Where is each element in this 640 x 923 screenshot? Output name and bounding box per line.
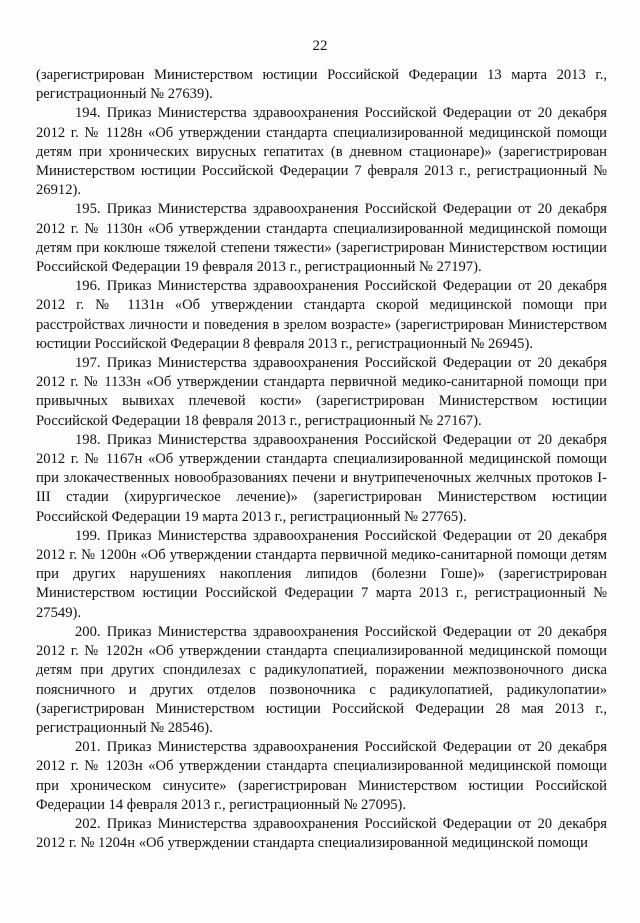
paragraph-item-200: 200. Приказ Министерства здравоохранения Российской Федерации от 20 декабря 2012 г. № 1202н «Об утверждении стандарта специализированной медицинской помощи детям при других спондилезах с радикулопатией, поражении межпозвоночного диска поясничного и других отделов позвоночника с радикулопатией, радикулопатии» (зарегистрирован Министерством юстиции Российской Федерации 28 мая 2013 г., регистрационный № 28546). — [36, 623, 607, 736]
paragraph-item-199: 199. Приказ Министерства здравоохранения Российской Федерации от 20 декабря 2012 г. № 1200н «Об утверждении стандарта первичной медико-санитарной помощи детям при других нарушениях накопления липидов (болезни Гоше)» (зарегистрирован Министерством юстиции Российской Федерации 7 марта 2013 г., регистрационный № 27549). — [36, 527, 607, 621]
paragraph-item-194: 194. Приказ Министерства здравоохранения Российской Федерации от 20 декабря 2012 г. № 1128н «Об утверждении стандарта специализированной медицинской помощи детям при хронических вирусных гепатитах (в дневном стационаре)» (зарегистрирован Министерством юстиции Российской Федерации 7 февраля 2013 г., регистрационный № 26912). — [36, 105, 607, 199]
paragraph-item-201: 201. Приказ Министерства здравоохранения Российской Федерации от 20 декабря 2012 г. № 1203н «Об утверждении стандарта специализированной медицинской помощи при хроническом синусите» (зарегистрирован Министерством юстиции Российской Федерации 14 февраля 2013 г., регистрационный № 27095). — [36, 739, 607, 813]
paragraph-item-197: 197. Приказ Министерства здравоохранения Российской Федерации от 20 декабря 2012 г. № 1133н «Об утверждении стандарта первичной медико-санитарной помощи при привычных вывихах плечевой кости» (зарегистрирован Министерством юстиции Российской Федерации 18 февраля 2013 г., регистрационный № 27167). — [36, 355, 607, 429]
paragraph-item-198: 198. Приказ Министерства здравоохранения Российской Федерации от 20 декабря 2012 г. № 1167н «Об утверждении стандарта специализированной медицинской помощи при злокачественных новообразованиях печени и внутрипеченочных желчных протоков I-III стадии (хирургическое лечение)» (зарегистрирован Министерством юстиции Российской Федерации 19 марта 2013 г., регистрационный № 27765). — [36, 431, 607, 525]
page-number: 22 — [312, 38, 328, 54]
paragraph-item-196: 196. Приказ Министерства здравоохранения Российской Федерации от 20 декабря 2012 г. № 1131н «Об утверждении стандарта скорой медицинской помощи при расстройствах личности и поведения в зрелом возрасте» (зарегистрирован Министерством юстиции Российской Федерации 8 февраля 2013 г., регистрационный № 26945). — [36, 278, 607, 352]
document-body — [36, 66, 607, 853]
paragraph-item-195: 195. Приказ Министерства здравоохранения Российской Федерации от 20 декабря 2012 г. № 1130н «Об утверждении стандарта специализированной медицинской помощи детям при коклюше тяжелой степени тяжести» (зарегистрирован Министерством юстиции Российской Федерации 19 февраля 2013 г., регистрационный № 27197). — [36, 201, 607, 276]
paragraph-item-202: 202. Приказ Министерства здравоохранения Российской Федерации от 20 декабря 2012 г. № 1204н «Об утверждении стандарта специализированной медицинской помощи — [36, 815, 607, 852]
paragraph-continuation: (зарегистрирован Министерством юстиции Российской Федерации 13 марта 2013 г., регистрационный № 27639). — [36, 67, 607, 103]
